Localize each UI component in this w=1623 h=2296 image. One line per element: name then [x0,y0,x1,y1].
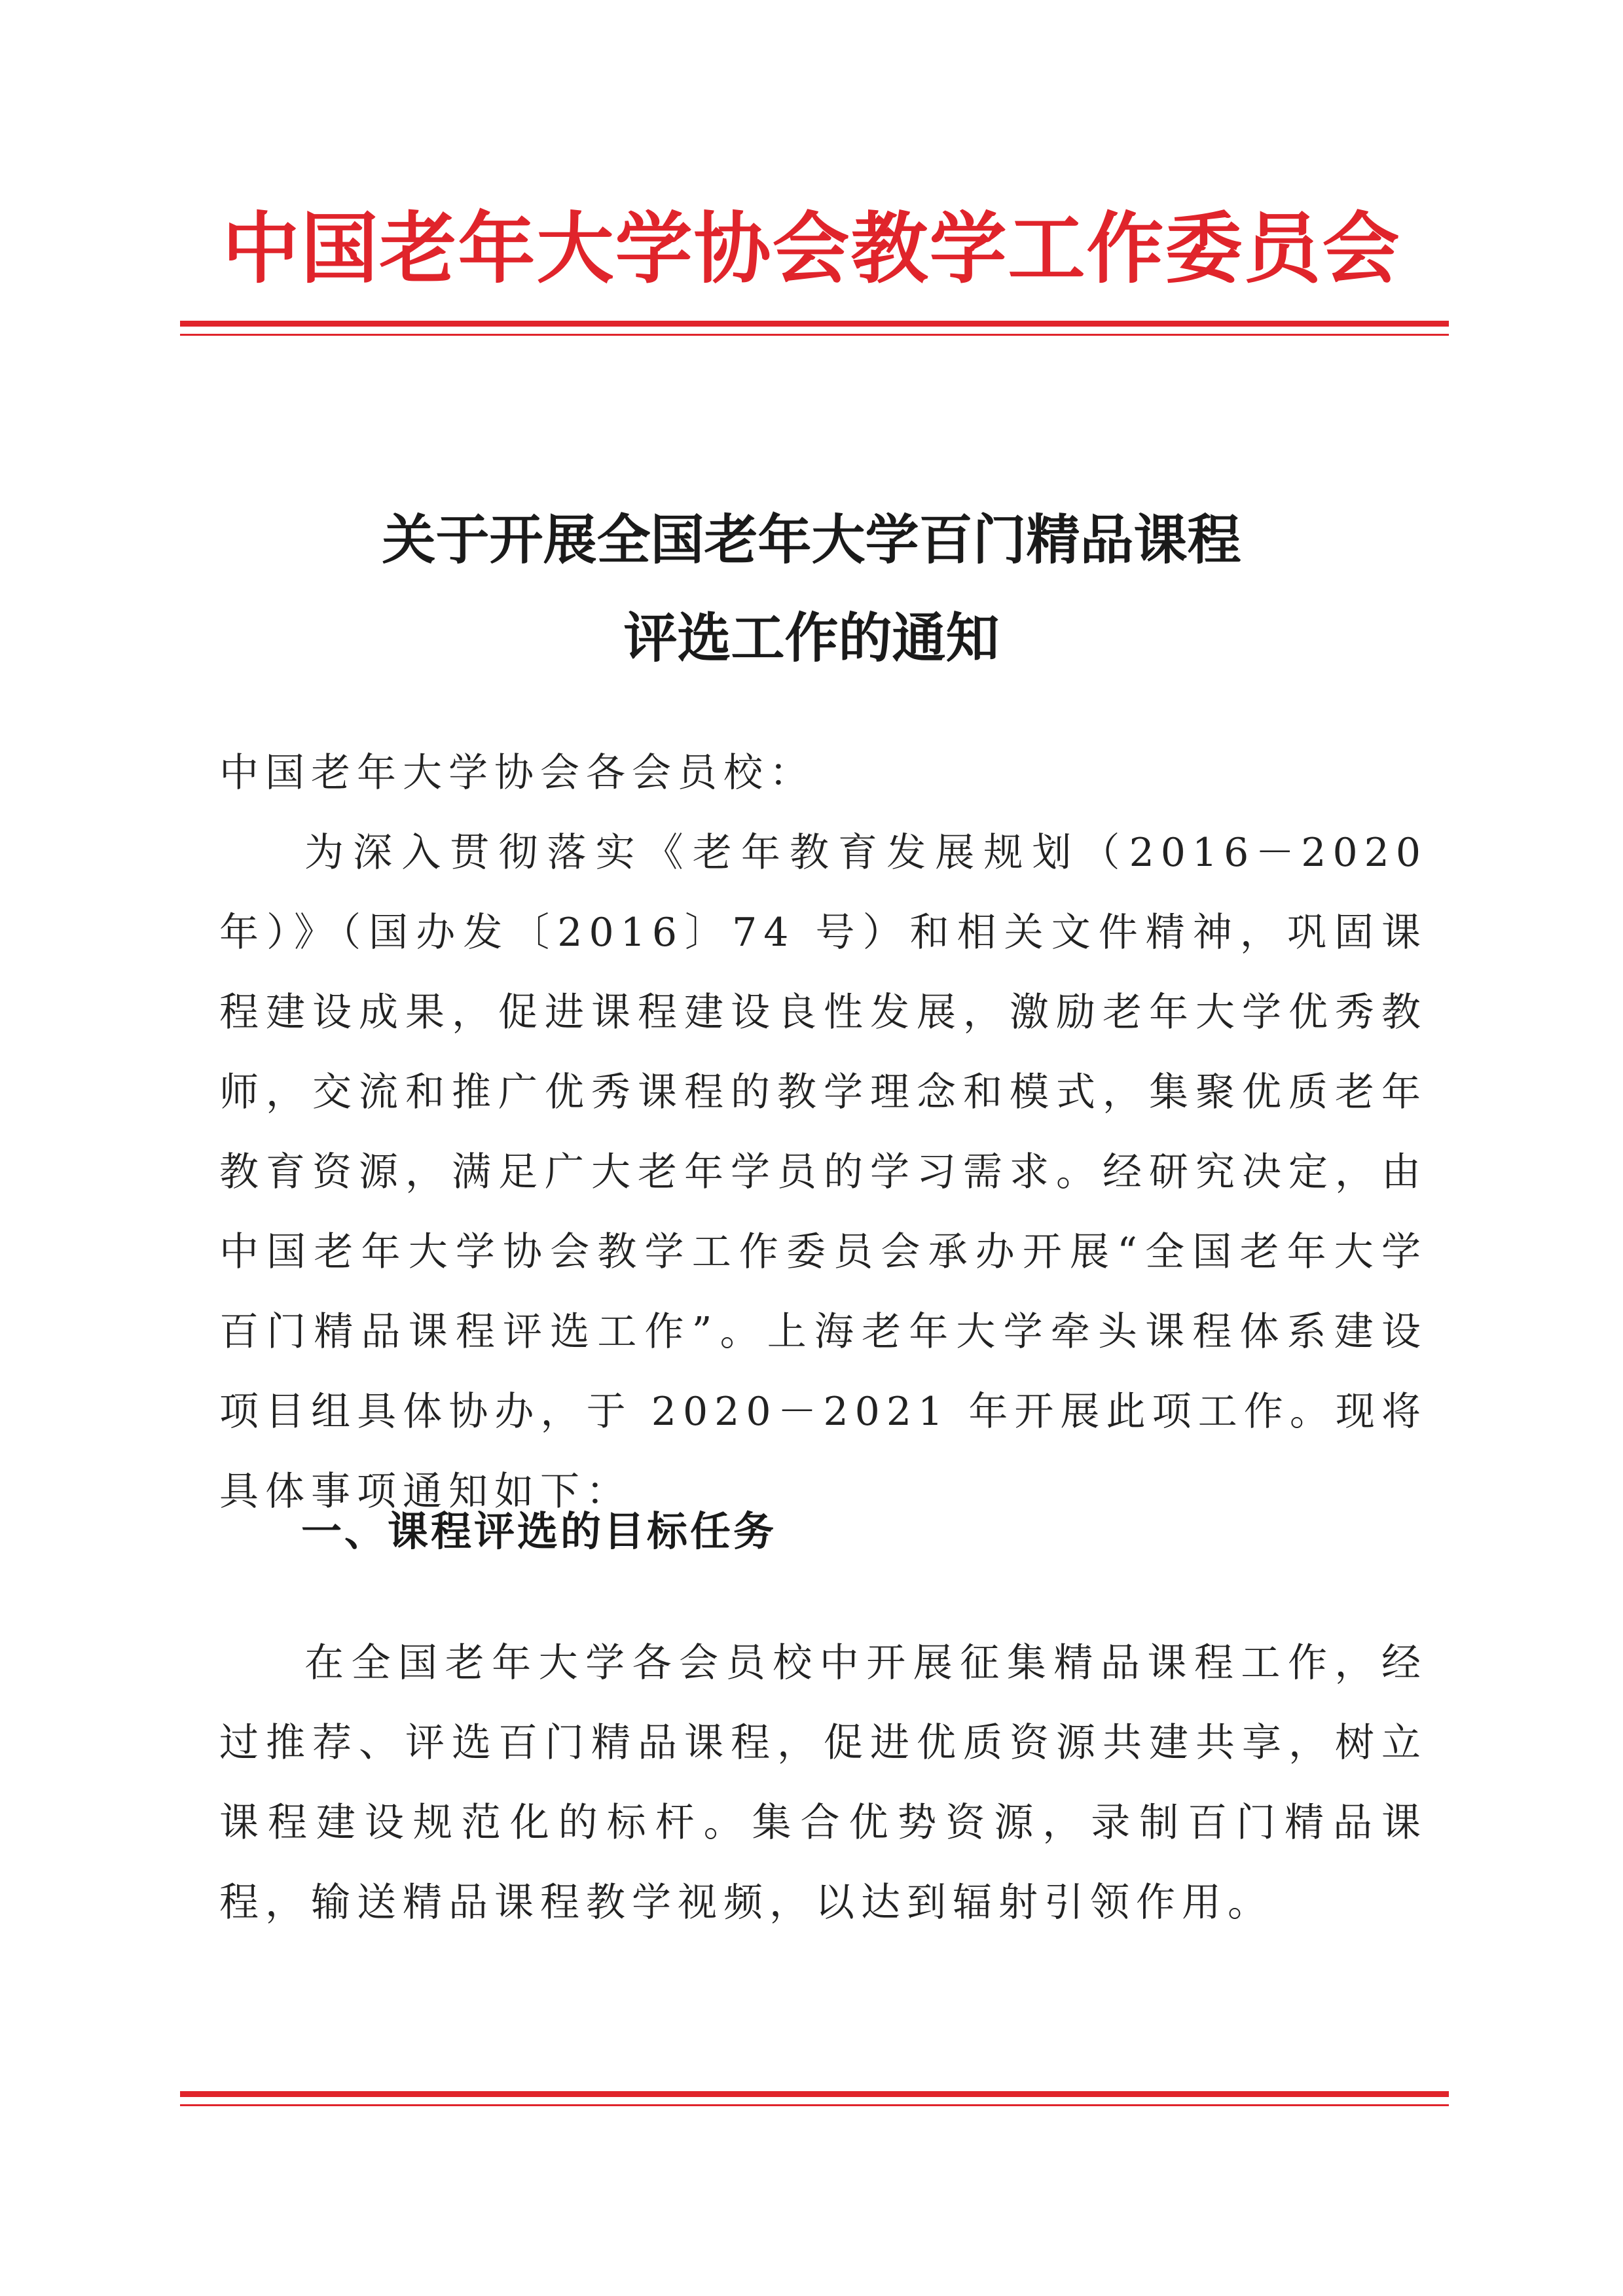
footer-divider-thick [180,2091,1449,2097]
organization-header: 中国老年大学协会教学工作委员会 [222,203,1401,294]
salutation: 中国老年大学协会各会员校： [219,750,815,796]
header-divider-thick [180,321,1449,327]
body-paragraph-1: 为深入贯彻落实《老年教育发展规划（2016－2020 年）》（国办发〔2016〕74 号）和相关文件精神，巩固课程建设成果，促进课程建设良性发展，激励老年大学优秀教师，交流和推广优秀课程的教学理念和模式，集聚优质老年教育资源，满足广大老年学员的学习需求。经研究决定，由中国老年大学协会教学工作委员会承办开展“全国老年大学百门精品课程评选工作”。上海老年大学牵头课程体系建设项目组具体协办，于 2020－2021 年开展此项工作。现将具体事项通知如下： [219,830,1427,1515]
body-paragraph-2: 在全国老年大学各会员校中开展征集精品课程工作，经过推荐、评选百门精品课程，促进优质资源共建共享，树立课程建设规范化的标杆。集合优势资源，录制百门精品课程，输送精品课程教学视频，以达到辐射引领作用。 [219,1640,1427,1926]
header-divider-thin [180,334,1449,336]
document-title-line-1: 关于开展全国老年大学百门精品课程 [382,509,1241,571]
document-title-line-2: 评选工作的通知 [623,607,1000,670]
section-heading-1: 一、课程评选的目标任务 [301,1507,777,1555]
footer-divider-thin [180,2104,1449,2106]
